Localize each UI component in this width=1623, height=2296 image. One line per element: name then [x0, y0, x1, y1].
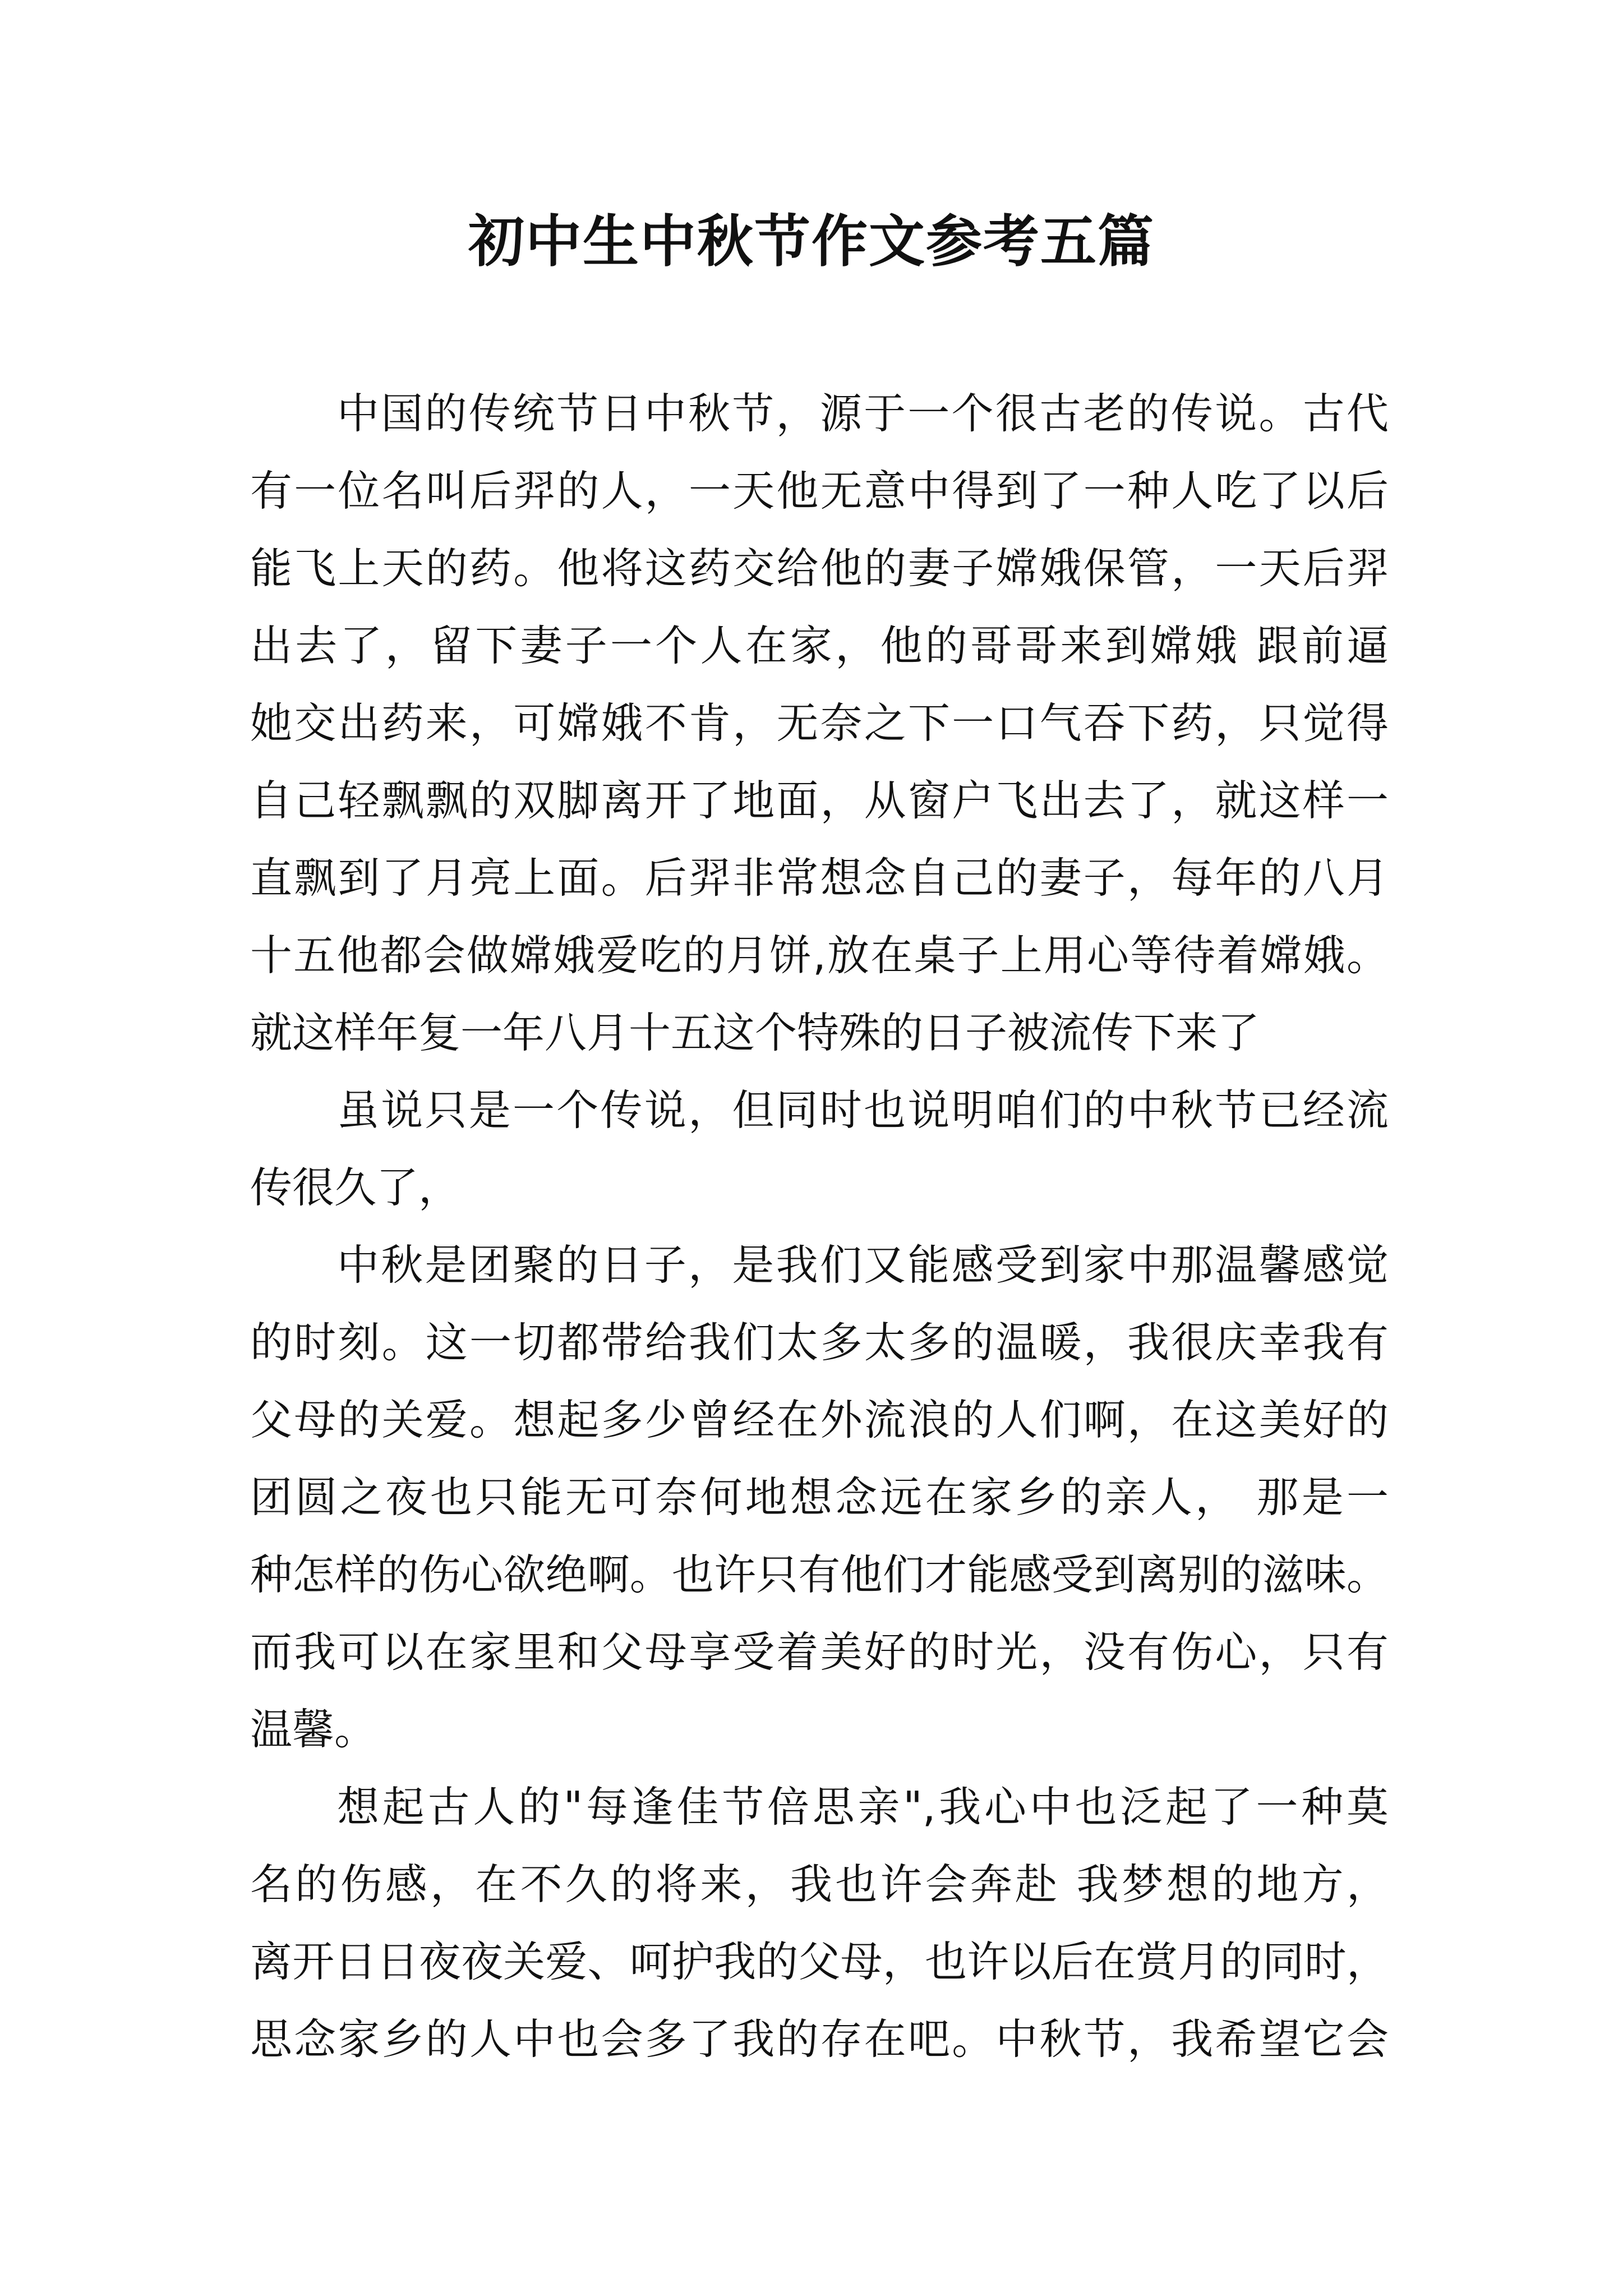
text-line: 自己轻飘飘的双脚离开了地面，从窗户飞出去了，就这样一 — [250, 776, 1389, 825]
text-line: 中国的传统节日中秋节，源于一个很古老的传说。古代 — [337, 389, 1389, 438]
text-line: 直飘到了月亮上面。后羿非常想念自己的妻子，每年的八月 — [250, 853, 1389, 903]
paragraph — [250, 375, 1389, 1071]
text-line: 父母的关爱。想起多少曾经在外流浪的人们啊，在这美好的 — [250, 1395, 1389, 1444]
text-line: 的时刻。这一切都带给我们太多太多的温暖，我很庆幸我有 — [250, 1318, 1389, 1367]
text-line: 出去了，留下妻子一个人在家，他的哥哥来到嫦娥 跟前逼 — [250, 621, 1389, 670]
text-line: 名的伤感，在不久的将来，我也许会奔赴 我梦想的地方， — [250, 1860, 1389, 1909]
text-line: 她交出药来，可嫦娥不肯，无奈之下一口气吞下药，只觉得 — [250, 698, 1389, 748]
text-line: 十五他都会做嫦娥爱吃的月饼,放在桌子上用心等待着嫦娥。 — [250, 931, 1389, 980]
document-title: 初中生中秋节作文参考五篇 — [468, 208, 1155, 274]
text-line: 虽说只是一个传说，但同时也说明咱们的中秋节已经流 — [337, 1085, 1389, 1135]
text-line: 传很久了， — [250, 1163, 461, 1212]
text-line: 离开日日夜夜关爱、呵护我的父母，也许以后在赏月的同时， — [250, 1937, 1389, 1986]
text-line: 就这样年复一年八月十五这个特殊的日子被流传下来了 — [250, 1008, 1260, 1057]
paragraph — [250, 1226, 1389, 1768]
text-line: 能飞上天的药。他将这药交给他的妻子嫦娥保管，一天后羿 — [250, 544, 1389, 593]
text-line: 思念家乡的人中也会多了我的存在吧。中秋节，我希望它会 — [250, 2014, 1389, 2064]
text-line: 有一位名叫后羿的人，一天他无意中得到了一种人吃了以后 — [250, 466, 1389, 516]
text-line: 温馨。 — [250, 1705, 377, 1754]
document-body — [250, 375, 1389, 2078]
text-line: 中秋是团聚的日子，是我们又能感受到家中那温馨感觉 — [337, 1240, 1389, 1290]
paragraph — [250, 1768, 1389, 2078]
text-line: 而我可以在家里和父母享受着美好的时光，没有伤心，只有 — [250, 1627, 1389, 1677]
text-line: 团圆之夜也只能无可奈何地想念远在家乡的亲人， 那是一 — [250, 1473, 1389, 1522]
text-line: 想起古人的"每逢佳节倍思亲",我心中也泛起了一种莫 — [337, 1782, 1389, 1832]
text-line: 种怎样的伤心欲绝啊。也许只有他们才能感受到离别的滋味。 — [250, 1550, 1389, 1599]
paragraph — [250, 1071, 1389, 1226]
